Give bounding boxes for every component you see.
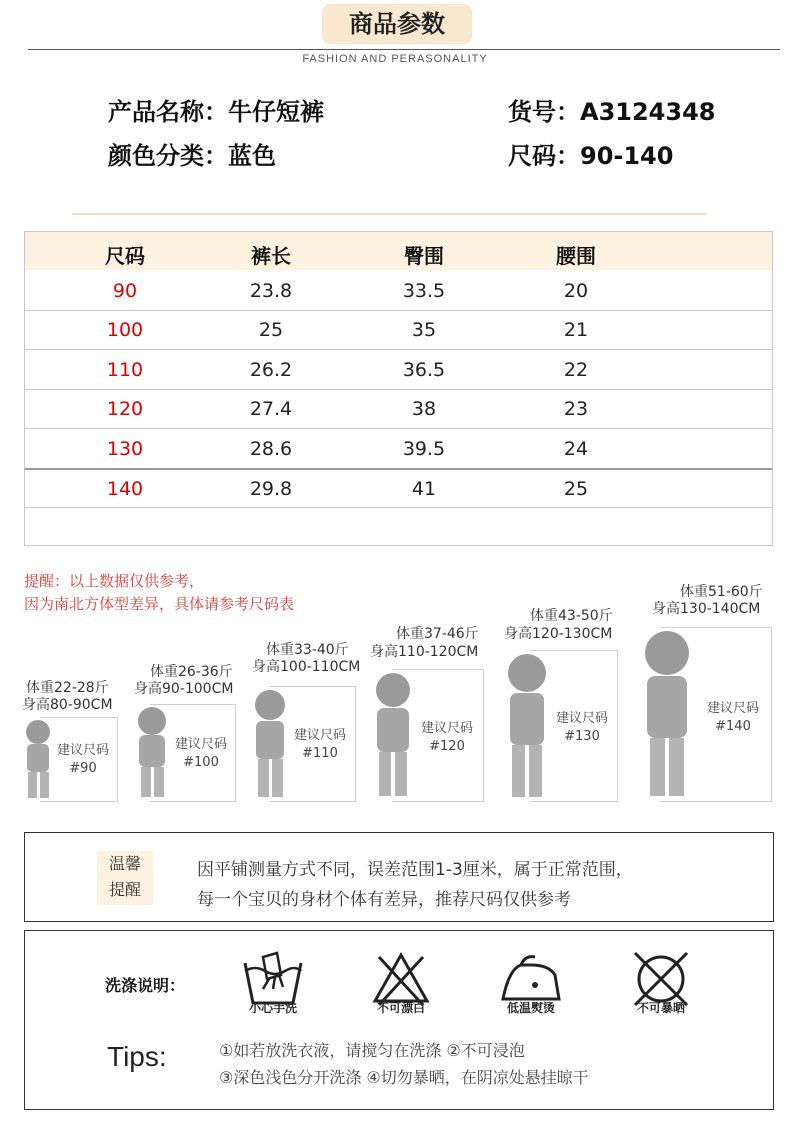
no-tumble-dry-caption: 不可暴晒 bbox=[636, 1001, 685, 1015]
table-cell: 25 bbox=[563, 478, 589, 500]
warm-tips-text: 每一个宝贝的身材个体有差异，推荐尺码仅供参考 bbox=[197, 890, 571, 910]
table-header-cell: 臀围 bbox=[404, 244, 444, 268]
tips-label: Tips: bbox=[107, 1041, 167, 1072]
table-cell: 33.5 bbox=[402, 280, 446, 302]
washing-box bbox=[24, 930, 774, 1110]
kid-weight: 体重33-40斤 bbox=[266, 642, 349, 658]
product-color: 颜色分类：蓝色 bbox=[108, 142, 276, 170]
child-figure-icon bbox=[636, 628, 700, 800]
child-figure-icon bbox=[248, 687, 294, 801]
product-sku: 货号：A3124348 bbox=[508, 98, 716, 126]
kid-weight: 体重43-50斤 bbox=[530, 608, 613, 624]
kid-suggest-size: #140 bbox=[715, 719, 751, 734]
table-cell: 22 bbox=[563, 359, 589, 381]
row-divider bbox=[25, 349, 772, 350]
tips-line: ①如若放洗衣液，请搅匀在洗涤 ②不可浸泡 bbox=[219, 1041, 525, 1060]
kid-height: 身高110-120CM bbox=[370, 644, 479, 660]
row-divider bbox=[25, 468, 772, 470]
kid-suggest-label: 建议尺码 bbox=[706, 701, 759, 716]
no-bleach-caption: 不可漂白 bbox=[376, 1001, 425, 1015]
table-cell: 20 bbox=[563, 280, 589, 302]
row-divider bbox=[25, 310, 772, 311]
kid-suggest-label: 建议尺码 bbox=[56, 743, 109, 758]
reminder-line-1: 提醒：以上数据仅供参考， bbox=[24, 572, 205, 590]
table-cell: 23.8 bbox=[249, 280, 293, 302]
table-cell: 36.5 bbox=[402, 359, 446, 381]
table-cell: 29.8 bbox=[249, 478, 293, 500]
table-cell: 24 bbox=[563, 438, 589, 460]
table-cell-size: 90 bbox=[112, 280, 138, 302]
low-iron-caption: 低温熨烫 bbox=[506, 1001, 555, 1015]
table-cell: 25 bbox=[258, 319, 284, 341]
row-divider bbox=[25, 507, 772, 508]
tips-line: ③深色浅色分开洗涤 ④切勿暴晒，在阴凉处悬挂晾干 bbox=[219, 1068, 589, 1087]
table-cell: 21 bbox=[563, 319, 589, 341]
kid-suggest-size: #110 bbox=[302, 746, 338, 761]
kid-suggest-label: 建议尺码 bbox=[555, 711, 608, 726]
product-size-range: 尺码：90-140 bbox=[508, 142, 674, 170]
table-header-cell: 尺码 bbox=[105, 244, 145, 268]
table-header-cell: 裤长 bbox=[251, 244, 291, 268]
table-cell: 41 bbox=[411, 478, 437, 500]
table-cell: 35 bbox=[411, 319, 437, 341]
warm-tips-badge-line: 温馨 bbox=[108, 854, 141, 873]
kid-suggest-label: 建议尺码 bbox=[174, 737, 227, 752]
table-cell-size: 130 bbox=[106, 438, 144, 460]
header-divider bbox=[28, 49, 780, 50]
kid-height: 身高120-130CM bbox=[504, 626, 613, 642]
table-cell-size: 140 bbox=[106, 478, 144, 500]
size-table bbox=[24, 231, 773, 546]
table-header-row bbox=[25, 232, 772, 270]
table-cell: 28.6 bbox=[249, 438, 293, 460]
kid-suggest-size: #90 bbox=[69, 761, 97, 776]
kid-weight: 体重37-46斤 bbox=[396, 626, 479, 642]
product-name: 产品名称：牛仔短裤 bbox=[108, 98, 324, 126]
table-cell-size: 120 bbox=[106, 398, 144, 420]
washing-title: 洗涤说明： bbox=[105, 976, 186, 995]
row-divider bbox=[25, 428, 772, 429]
table-cell: 23 bbox=[563, 398, 589, 420]
table-cell-size: 110 bbox=[106, 359, 144, 381]
warm-tips-box bbox=[24, 832, 774, 922]
kid-height: 身高100-110CM bbox=[252, 659, 361, 675]
table-cell: 27.4 bbox=[249, 398, 293, 420]
kid-suggest-label: 建议尺码 bbox=[420, 721, 473, 736]
hand-wash-caption: 小心手洗 bbox=[248, 1001, 297, 1015]
table-cell-size: 100 bbox=[106, 319, 144, 341]
table-cell: 39.5 bbox=[402, 438, 446, 460]
table-header-cell: 腰围 bbox=[556, 244, 596, 268]
section-title: 商品参数 bbox=[322, 4, 472, 44]
kid-suggest-size: #100 bbox=[183, 755, 219, 770]
kid-weight: 体重26-36斤 bbox=[150, 664, 233, 680]
warm-tips-badge-line: 提醒 bbox=[108, 880, 141, 899]
kid-height: 身高90-100CM bbox=[134, 681, 234, 697]
table-cell: 38 bbox=[411, 398, 437, 420]
warm-tips-text: 因平铺测量方式不同，误差范围1-3厘米，属于正常范围， bbox=[197, 860, 633, 880]
warm-tips-badge bbox=[97, 851, 153, 905]
kid-suggest-label: 建议尺码 bbox=[293, 728, 346, 743]
kid-weight: 体重22-28斤 bbox=[26, 680, 109, 696]
kid-height: 身高80-90CM bbox=[22, 697, 113, 713]
table-cell: 26.2 bbox=[249, 359, 293, 381]
kid-suggest-size: #130 bbox=[564, 729, 600, 744]
row-divider bbox=[25, 389, 772, 390]
kid-weight: 体重51-60斤 bbox=[680, 584, 763, 600]
section-subtitle: FASHION AND PERASONALITY bbox=[302, 53, 488, 65]
child-figure-icon bbox=[132, 705, 174, 801]
reminder-line-2: 因为南北方体型差异，具体请参考尺码表 bbox=[24, 595, 295, 613]
kid-suggest-size: #120 bbox=[429, 739, 465, 754]
kid-height: 身高130-140CM bbox=[652, 601, 761, 617]
info-divider bbox=[72, 213, 706, 215]
